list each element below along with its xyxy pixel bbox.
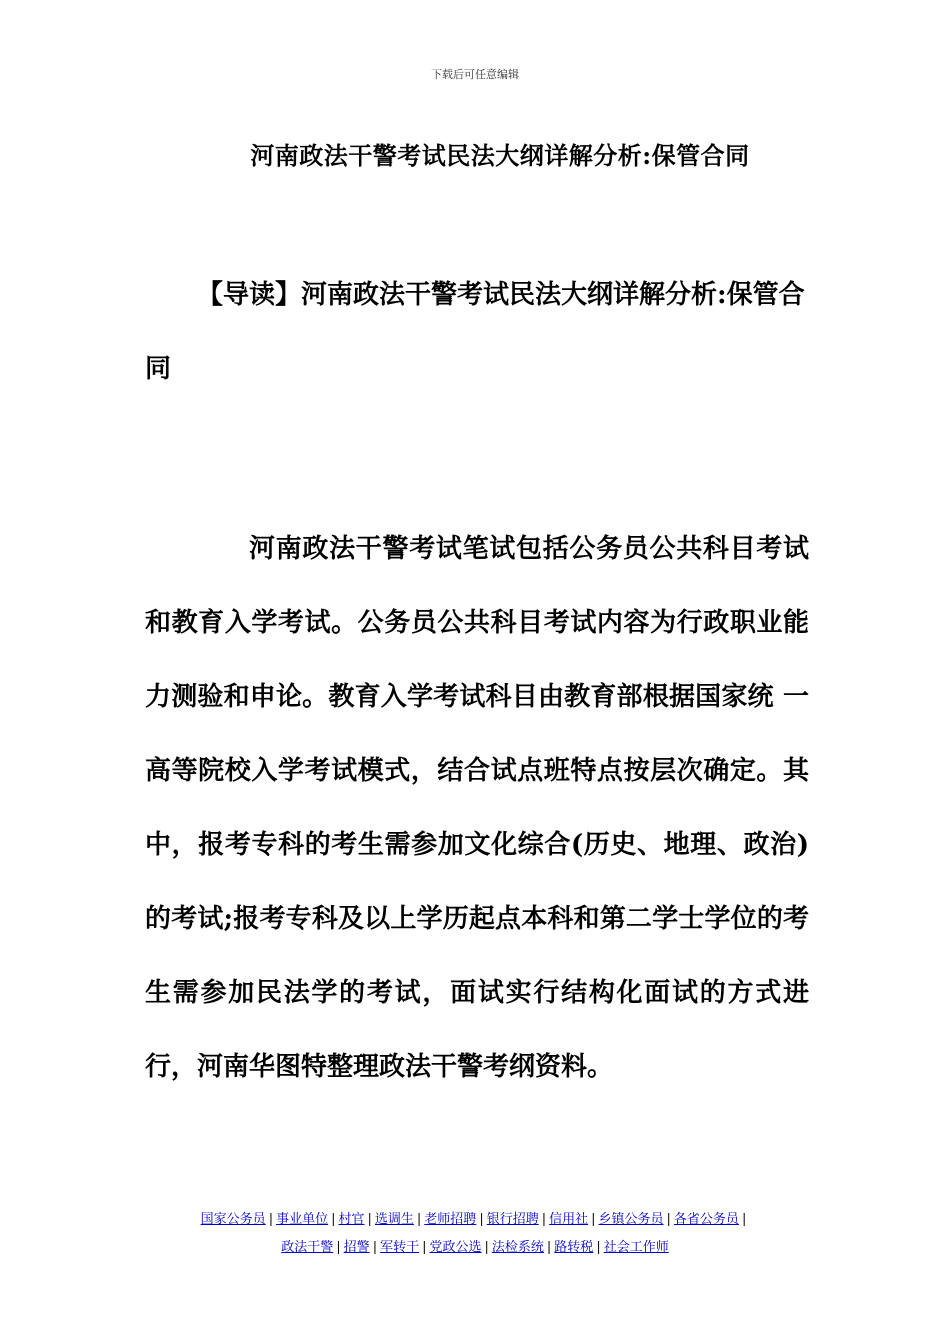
footer-links-row-2 xyxy=(0,1234,950,1262)
separator: | xyxy=(422,1240,427,1255)
footer-link[interactable]: 法检系统 xyxy=(491,1240,544,1255)
separator: | xyxy=(416,1212,422,1227)
document-title: 河南政法干警考试民法大纲详解分析:保管合同 xyxy=(250,141,750,170)
separator: | xyxy=(479,1212,484,1227)
separator: | xyxy=(546,1240,552,1255)
lead-paragraph: 【导读】河南政法干警考试民法大纲详解分析:保管合同 xyxy=(145,280,805,384)
footer-link[interactable]: 招警 xyxy=(343,1240,370,1255)
separator: | xyxy=(372,1240,378,1255)
footer-link[interactable]: 老师招聘 xyxy=(424,1212,477,1227)
separator: | xyxy=(336,1240,341,1255)
footer-link[interactable]: 事业单位 xyxy=(276,1212,329,1227)
footer-link[interactable]: 军转干 xyxy=(380,1240,420,1255)
footer-link[interactable]: 银行招聘 xyxy=(486,1212,539,1227)
footer-link[interactable]: 乡镇公务员 xyxy=(598,1212,664,1227)
separator: | xyxy=(596,1240,601,1255)
footer-link[interactable]: 国家公务员 xyxy=(200,1212,266,1227)
separator: | xyxy=(331,1212,336,1227)
footer-links xyxy=(0,1206,950,1262)
footer-link[interactable]: 各省公务员 xyxy=(673,1212,739,1227)
separator: | xyxy=(666,1212,671,1227)
body-paragraph: 河南政法干警考试笔试包括公务员公共科目考试和教育入学考试。公务员公共科目考试内容为行政职业能力测验和申论。教育入学考试科目由教育部根据国家统 一高等院校入学考试模式，结合试点班特点按层次确定。其中，报考专科的考生需参加文化综合(历史、地理、政治)的考试;报考专科及以上学历起点本科和第二学士学位的考生需参加民法学的考试，面试实行结构化面试的方式进行，河南华图特整理政法干警考纲资料。 xyxy=(145,534,809,1082)
separator: | xyxy=(541,1212,547,1227)
footer-link[interactable]: 路转税 xyxy=(554,1240,594,1255)
footer-link[interactable]: 村官 xyxy=(338,1212,365,1227)
separator: | xyxy=(484,1240,489,1255)
footer-link[interactable]: 党政公选 xyxy=(429,1240,482,1255)
separator: | xyxy=(367,1212,372,1227)
separator: | xyxy=(268,1212,274,1227)
footer-link[interactable]: 政法干警 xyxy=(281,1240,334,1255)
footer-link[interactable]: 选调生 xyxy=(374,1212,414,1227)
separator: | xyxy=(741,1212,747,1227)
footer-link[interactable]: 信用社 xyxy=(549,1212,589,1227)
separator: | xyxy=(591,1212,596,1227)
page-header-note: 下载后可任意编辑 xyxy=(431,68,519,81)
footer-links-row-1 xyxy=(0,1206,950,1234)
footer-link[interactable]: 社会工作师 xyxy=(603,1240,669,1255)
